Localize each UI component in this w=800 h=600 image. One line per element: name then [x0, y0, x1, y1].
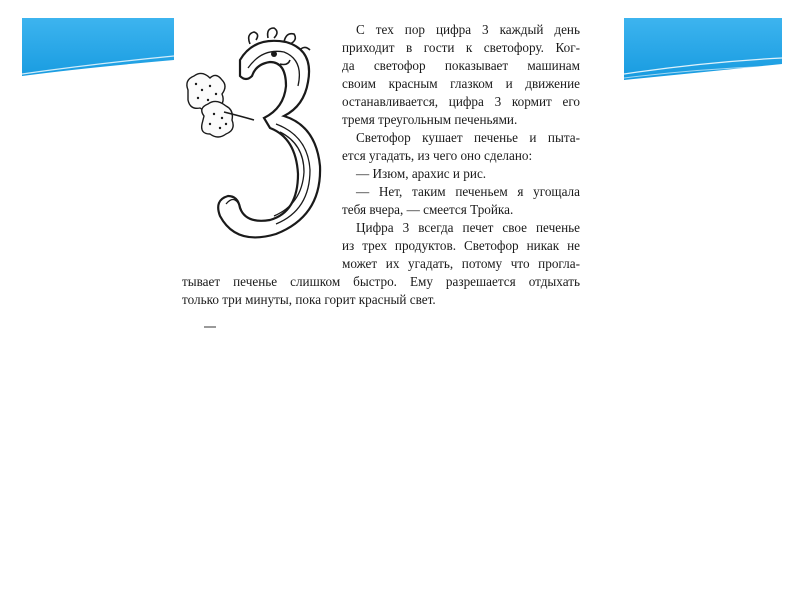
story-line: — Изюм, арахис и рис. [356, 166, 487, 181]
story-line: тывает печенье слишком быстро. Ему разрешается отдыхать [182, 274, 580, 289]
story-line: Цифра 3 всегда печет свое печенье [356, 220, 580, 235]
story-line: только три минуты, пока горит красный свет. [182, 292, 436, 307]
story-line: С тех пор цифра 3 каждый день [356, 22, 580, 37]
story-line: из трех продуктов. Светофор никак не [342, 238, 580, 253]
story-line: да светофор показывает машинам [342, 58, 580, 73]
right-banner-decoration [624, 18, 782, 86]
story-line: тремя треугольным печеньями. [342, 112, 518, 127]
story-line: приходит в гости к светофору. Ког- [342, 40, 580, 55]
book-page-scan [174, 0, 624, 345]
story-line: своим красным глазком и движение [342, 76, 580, 91]
story-line: Светофор кушает печенье и пыта- [356, 130, 580, 145]
story-text [174, 0, 624, 345]
story-line: останавливается, цифра 3 кормит его [342, 94, 580, 109]
story-line: ется угадать, из чего оно сделано: [342, 148, 533, 163]
story-line: — Нет, таким печеньем я угощала [356, 184, 580, 199]
scan-artifact-mark [204, 326, 216, 328]
left-banner-decoration [22, 18, 174, 86]
story-line: тебя вчера, — смеется Тройка. [342, 202, 514, 217]
story-line: может их угадать, потому что прогла- [342, 256, 580, 271]
